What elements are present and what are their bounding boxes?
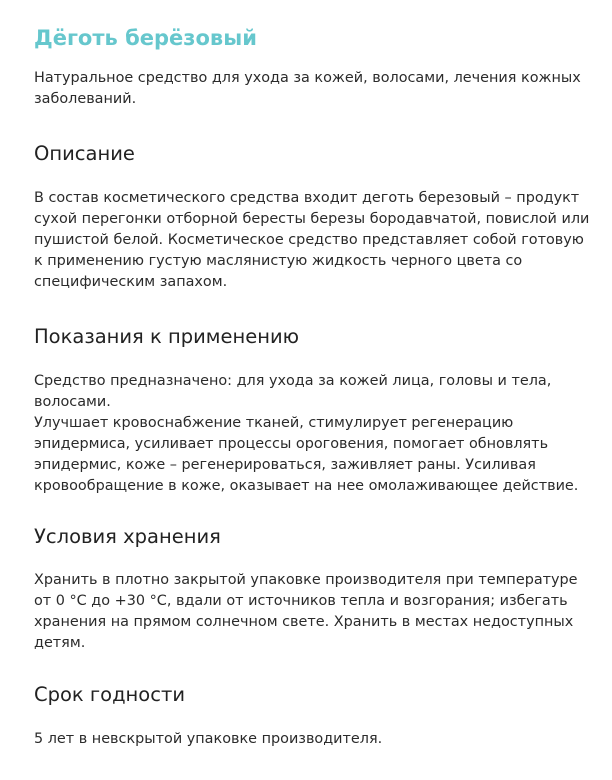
- indications-text-2: Улучшает кровоснабжение тканей, стимулирует регенерацию эпидермиса, усиливает процессы ороговения, помогает обновлять эпидермис, коже – регенерироваться, заживляет раны. Усиливая кровообращение в коже, оказывает на нее омолаживающее действие.: [34, 415, 579, 494]
- section-heading-shelf-life: Срок годности: [34, 683, 185, 706]
- section-storage: [34, 523, 594, 654]
- storage-text: Хранить в плотно закрытой упаковке производителя при температуре от 0 °С до +30 °С, вдали от источников тепла и возгорания; избегать хранения на прямом солнечном свете. Хранить в местах недоступных детям.: [34, 572, 578, 651]
- section-indications: [34, 323, 594, 497]
- indications-text-1: Средство предназначено: для ухода за кожей лица, головы и тела, волосами.: [34, 373, 552, 410]
- shelf-life-text: 5 лет в невскрытой упаковке производителя.: [34, 731, 383, 747]
- section-description: [34, 140, 594, 293]
- product-lead: Натуральное средство для ухода за кожей, волосами, лечения кожных заболеваний.: [34, 70, 581, 107]
- section-heading-storage: Условия хранения: [34, 525, 221, 548]
- product-title: Дёготь берёзовый: [34, 26, 257, 50]
- section-shelf-life: [34, 681, 594, 750]
- description-text: В состав косметического средства входит деготь березовый – продукт сухой перегонки отборной бересты березы бородавчатой, повислой или пушистой белой. Косметическое средство представляет собой готовую к применению густую маслянистую жидкость черного цвета со специфическим запахом.: [34, 190, 590, 290]
- product-info: [34, 22, 594, 750]
- section-heading-indications: Показания к применению: [34, 325, 300, 348]
- section-heading-description: Описание: [34, 142, 135, 165]
